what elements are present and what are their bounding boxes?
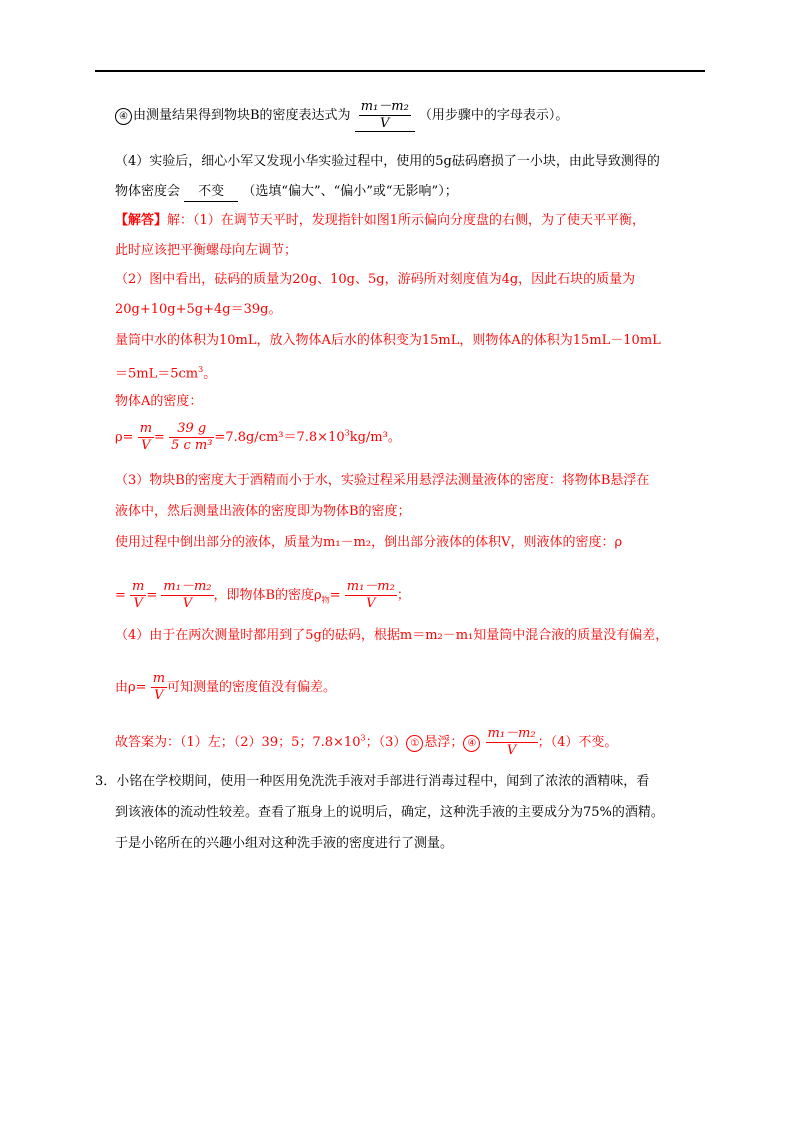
- q4-line2: 物体密度会 不变 （选填“偏大”、“偏小”或“无影响”）；: [115, 183, 458, 202]
- step-number-4: ④: [115, 108, 132, 125]
- fraction-m-over-v-3: $\frac{m}{V}$: [152, 671, 166, 703]
- fraction-m-over-v-2: $\frac{m}{V}$: [132, 579, 145, 611]
- fraction-m-over-v: $\frac{m}{V}$: [139, 421, 153, 453]
- circled-number-1: ①: [406, 735, 423, 752]
- fraction-m1-m2-over-v-2: $\frac{\text{m₁－m₂}}{V}$: [346, 579, 395, 611]
- answer-blank-step4: [355, 100, 415, 132]
- final-answer-line: 故答案为：（1）左；（2）39；5；$7.8\times 10^3$；（3） ① 悬浮； ④ $\frac{\text{m₁－m₂}}{V}$ ；（4）不变。: [115, 726, 618, 758]
- step4-line: ④ 由测量结果得到物块B的密度表达式为 $\frac{\text{m₁－m₂}}{V}$ （用步骤中的字母表示）。: [115, 100, 568, 132]
- solution-p8: 由ρ= $\frac{m}{V}$ 可知测量的密度值没有偏差。: [115, 671, 337, 703]
- solution-p5-line1: （3）物块B的密度大于酒精而小于水，实验过程采用悬浮法测量液体的密度：将物体B悬浮在: [115, 473, 650, 488]
- answer-blank-q4: 不变: [184, 183, 238, 202]
- fraction-39g-over-5cm3: $\frac{39 g}{\text{5 c m³}}$: [171, 421, 213, 453]
- solution-p2-line1: （2）图中看出，砝码的质量为20g、10g、5g，游码所对刻度值为4g，因此石块的质量为: [115, 272, 636, 287]
- solution-p6-formula-line: = $\frac{m}{V}$ = $\frac{\text{m₁－m₂}}{V}$ ，即物体B的密度$\rho_物=$ $\frac{\text{m₁－m₂}}{V}$ ；: [115, 579, 410, 611]
- solution-p7: （4）由于在两次测量时都用到了5g的砝码，根据m＝m₂－m₁知量筒中混合液的质量没有偏差，: [115, 628, 669, 643]
- q3-line1: 3．小铭在学校期间，使用一种医用免洗洗手液对手部进行消毒过程中，闻到了浓浓的酒精味，看: [95, 774, 650, 789]
- solution-p2-line2: 20g+10g+5g+4g＝39g。: [115, 302, 282, 317]
- solution-p1-line2: 此时应该把平衡螺母向左调节；: [115, 243, 298, 258]
- final-fraction: $\frac{\text{m₁－m₂}}{V}$: [487, 726, 536, 758]
- solution-p3-line1: 量筒中水的体积为10mL，放入物体A后水的体积变为15mL，则物体A的体积为15mL－10mL: [115, 333, 661, 348]
- solution-p3-line2: $=5mL=5cm^3$。: [115, 365, 217, 382]
- q3-line3: 于是小铭所在的兴趣小组对这种洗手液的密度进行了测量。: [115, 836, 454, 851]
- header-rule: [95, 70, 705, 72]
- solution-tag: 【解答】: [115, 213, 168, 228]
- solution-p5-line2: 液体中，然后测量出液体的密度即为物体B的密度；: [115, 504, 411, 519]
- solution-p1-line1: 【解答】解：（1）在调节天平时，发现指针如图1所示偏向分度盘的右侧，为了使天平平衡，: [115, 213, 646, 228]
- q3-line2: 到该液体的流动性较差。查看了瓶身上的说明后，确定，这种洗手液的主要成分为75%的酒精。: [115, 805, 664, 820]
- fraction-m1-m2-over-v: $\frac{\text{m₁－m₂}}{V}$: [163, 579, 212, 611]
- solution-p6-line1: 使用过程中倒出部分的液体，质量为m₁－m₂，倒出部分液体的体积V，则液体的密度：ρ: [115, 535, 623, 550]
- solution-p4: 物体A的密度：: [115, 394, 203, 409]
- circled-number-4: ④: [463, 735, 480, 752]
- density-formula-line: ρ= $\frac{m}{V}$ = $\frac{39 g}{\text{5 c m³}}$ $=7.8g/cm^3=7.8\times 10^3kg/m^3$。: [115, 421, 401, 453]
- question-number: 3．: [95, 774, 117, 789]
- density-expression-fraction: $\frac{\text{m₁－m₂}}{V}$: [360, 99, 409, 131]
- q4-line1: （4）实验后，细心小军又发现小华实验过程中，使用的5g砝码磨损了一小块，由此导致测得的: [115, 154, 660, 169]
